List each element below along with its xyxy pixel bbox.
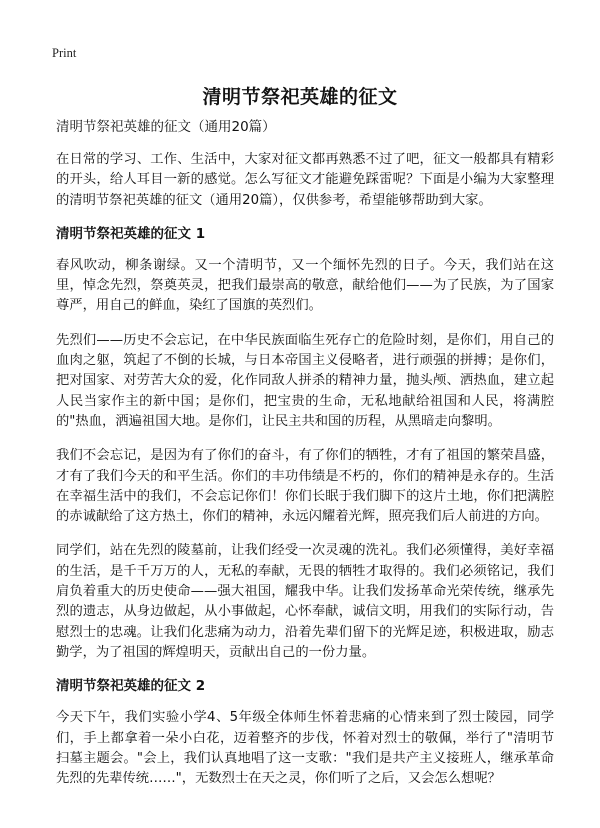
intro-paragraph: 在日常的学习、工作、生活中，大家对征文都再熟悉不过了吧，征文一般都具有精彩的开头，给人耳目一新的感觉。怎么写征文才能避免踩雷呢？下面是小编为大家整理的清明节祭祀英雄的征文（通用20篇），仅供参考，希望能够帮助到大家。: [56, 152, 554, 208]
document-body: [56, 118, 554, 803]
section-2-paragraph-1: 今天下午，我们实验小学4、5年级全体师生怀着悲痛的心情来到了烈士陵园，同学们，手上都拿着一朵小白花，迈着整齐的步伐，怀着对烈士的敬佩，举行了"清明节扫墓主题会。"会上，我们认真地唱了这一支歌："我们是共产主义接班人，继承革命先烈的先辈传统……"，无数烈士在天之灵，你们听了之后，又会怎么想呢？: [56, 710, 554, 787]
section-1-paragraph-1: 春风吹动，柳条谢绿。又一个清明节，又一个缅怀先烈的日子。今天，我们站在这里，悼念先烈，祭奠英灵，把我们最崇高的敬意，献给他们——为了民族，为了国家尊严，用自己的鲜血，染红了国旗的英烈们。: [56, 257, 554, 314]
section-1-paragraph-2: 先烈们——历史不会忘记，在中华民族面临生死存亡的危险时刻，是你们，用自己的血肉之躯，筑起了不倒的长城，与日本帝国主义侵略者，进行顽强的拼搏；是你们，把对国家、对劳苦大众的爱，化作同敌人拼杀的精神力量，抛头颅、洒热血，建立起人民当家作主的新中国；是你们，把宝贵的生命，无私地献给祖国和人民，将满腔的"热血，洒遍祖国大地。是你们，让民主共和国的历程，从黑暗走向黎明。: [56, 332, 554, 429]
print-link[interactable]: Print: [52, 46, 77, 60]
section-1-paragraph-4: 同学们，站在先烈的陵墓前，让我们经受一次灵魂的洗礼。我们必须懂得，美好幸福的生活，是千千万万的人，无私的奉献，无畏的牺牲才取得的。我们必须铭记，我们肩负着重大的历史使命——强大祖国，耀我中华。让我们发扬革命光荣传统，继承先烈的遗志，从身边做起，从小事做起，心怀奉献，诚信文明，用我们的实际行动，告慰烈士的忠魂。让我们化悲痛为动力，沿着先辈们留下的光辉足迹，积极进取，励志勤学，为了祖国的辉煌明天，贡献出自己的一份力量。: [56, 543, 554, 660]
section-heading-2: 清明节祭祀英雄的征文 2: [56, 678, 206, 695]
document-title: 清明节祭祀英雄的征文: [202, 86, 398, 108]
document-subtitle: 清明节祭祀英雄的征文（通用20篇）: [56, 119, 276, 135]
section-heading-1: 清明节祭祀英雄的征文 1: [56, 225, 206, 242]
section-1-paragraph-3: 我们不会忘记，是因为有了你们的奋斗，有了你们的牺牲，才有了祖国的繁荣昌盛，才有了我们今天的和平生活。你们的丰功伟绩是不朽的，你们的精神是永存的。生活在幸福生活中的我们，不会忘记你们！你们长眠于我们脚下的这片土地，你们把满腔的赤诚献给了这方热土，你们的精神，永远闪耀着光辉，照亮我们后人前进的方向。: [56, 448, 554, 525]
